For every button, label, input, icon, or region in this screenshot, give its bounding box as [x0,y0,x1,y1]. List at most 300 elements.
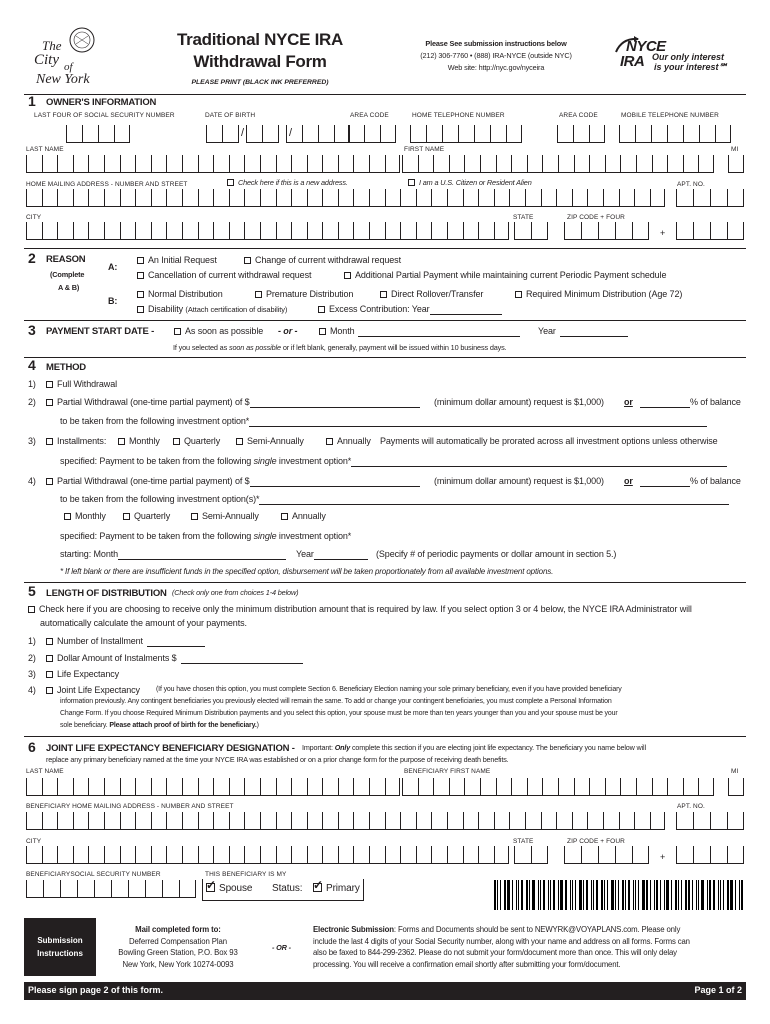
logo-city: City [34,52,59,68]
new-address-text: Check here if this is a new address. [238,178,348,187]
electronic-line-2: include the last 4 digits of your Social Security number, along with your name and address on all forms. Forms can [313,936,690,946]
barcode-bar [739,880,740,910]
num-installments-field[interactable] [147,638,205,647]
method-partial-min: (minimum dollar amount) request is $1,000) [434,397,604,407]
barcode-bar [553,880,555,910]
barcode-bar [548,880,549,910]
last-name-boxes[interactable] [26,155,400,173]
len-1-num: 1) [28,636,36,646]
mail-line-1: Deferred Compensation Plan [129,936,227,946]
print-instruction: PLEASE PRINT (BLACK INK PREFERRED) [191,78,329,86]
checkbox[interactable] [46,671,53,678]
reason-initial[interactable] [137,255,217,266]
joint-note-2: information previously. Any contingent beneficiaries you previously elected will remain the same. To add or change your contingent beneficiaries, you must complete a Personal Information [60,698,612,705]
barcode-bar [688,880,690,910]
start-month-field[interactable] [358,328,520,337]
submission-label-2: Instructions [37,949,83,958]
checkmark-icon: ✓ [206,878,216,892]
checkbox[interactable] [281,513,288,520]
barcode-bar [601,880,603,910]
start-year-text: Year [538,326,556,336]
checkbox[interactable] [174,328,181,335]
ben-apt-label: APT. NO. [677,803,705,810]
mi-box[interactable] [728,155,744,173]
p2-annually[interactable] [281,511,326,522]
p2-monthly[interactable] [64,511,106,522]
start-note-a: If you selected as [173,343,229,352]
barcode-bar [727,880,729,910]
electronic-line-4: processing. You will receive a confirmation email shortly after submitting your form/document. [313,959,621,969]
ben-zip-boxes[interactable] [564,846,649,864]
method-partial-2[interactable] [46,476,420,487]
barcode-bar [701,880,704,910]
checkbox[interactable] [319,328,326,335]
dist-rmd-text: Required Minimum Distribution (Age 72) [526,289,683,299]
reason-change[interactable] [244,255,401,266]
footer-page-number: Page 1 of 2 [694,985,742,995]
checkbox[interactable] [173,438,180,445]
method-partial-pct[interactable] [640,397,741,408]
title-line-2: Withdrawal Form [193,52,327,72]
mobile-area-code-boxes[interactable] [557,125,605,143]
taken-2-text: to be taken from the following investment option(s)* [60,494,260,504]
installments-text: Installments: [57,436,107,446]
checkbox[interactable] [46,399,53,406]
section-5-title: LENGTH OF DISTRIBUTION [46,588,167,599]
checkbox[interactable] [318,306,325,313]
barcode-bar [618,880,619,910]
mobile-phone-boxes[interactable] [619,125,731,143]
checkbox[interactable] [227,179,234,186]
barcode-bar [628,880,630,910]
start-asap[interactable] [174,326,263,337]
barcode-bar [507,880,510,910]
barcode-bar [532,880,535,910]
section-5-number: 5 [28,583,36,599]
barcode-bar [698,880,699,910]
start-note-c: or if left blank, generally, payment will be issued within 10 business days. [280,343,507,352]
last-name-label: LAST NAME [26,146,64,153]
barcode-bar [560,880,563,910]
checkbox[interactable] [46,655,53,662]
logo-the: The [42,38,62,53]
jn4-b: Please attach proof of birth for the beneficiary. [109,722,257,729]
city-label: CITY [26,214,42,221]
spouse-check[interactable] [206,878,253,895]
method-partial-2-taken[interactable] [60,494,729,505]
start-note-b: soon as possible [228,343,281,352]
this-ben-label: THIS BENEFICIARY IS MY [205,871,287,878]
mail-line-3: New York, New York 10274-0093 [122,959,234,969]
reason-initial-text: An Initial Request [148,255,217,265]
start-or: - or - [278,326,298,336]
reason-additional[interactable] [344,270,666,281]
ben-last-name-boxes[interactable] [26,778,400,796]
excess-year-field[interactable] [430,306,502,315]
barcode-bar [741,880,743,910]
inst-annually-text: Annually [337,436,371,446]
city-boxes[interactable] [26,222,509,240]
area-code-label-2: AREA CODE [559,112,598,119]
checkbox[interactable] [137,306,144,313]
citizen-check[interactable] [408,179,532,188]
checkbox[interactable] [408,179,415,186]
dob-label: DATE OF BIRTH [205,112,256,119]
len-4-num: 4) [28,685,36,695]
tagline-1: Our only interest [652,52,725,62]
inst-option-field[interactable] [351,458,727,467]
electronic-block [313,924,745,970]
brand-nyce: NYCE [626,38,666,55]
section-2-title: REASON [46,254,86,265]
p2-spec-b: single [253,531,277,541]
checkbox[interactable] [64,513,71,520]
contact-phones: (212) 306-7760 • (888) IRA-NYCE (outside NYC) [420,51,572,60]
brand-ira: IRA [620,53,645,70]
p2-specified[interactable] [60,531,351,542]
start-asap-text: As soon as possible [185,326,264,336]
len-joint-text: Joint Life Expectancy [57,685,140,695]
ben-ssn-boxes[interactable] [26,880,196,898]
barcode-bar [540,880,541,910]
ben-zip-label: ZIP CODE + FOUR [567,838,625,845]
dob-slash-2: / [289,127,292,139]
section-2-number: 2 [28,250,36,266]
min-distribution-check[interactable] [28,604,692,615]
pct-text: % of balance [690,397,741,407]
len-installments-text: Number of Installment [57,636,143,646]
checkbox[interactable] [137,272,144,279]
dist-disability-note: (Attach certification of disability) [185,305,288,314]
inst-specified[interactable] [60,456,727,467]
p2-specify: (Specify # of periodic payments or dollar amount in section 5.) [376,549,617,559]
area-code-label: AREA CODE [350,112,389,119]
barcode-bar [718,880,719,910]
ssn-label: LAST FOUR OF SOCIAL SECURITY NUMBER [34,112,175,119]
dob-boxes[interactable] [206,125,350,143]
barcode-bar [730,880,733,910]
method-1-num: 1) [28,379,36,389]
method-3-num: 3) [28,436,36,446]
p2-spec-a: specified: Payment to be taken from the following [60,531,254,541]
method-partial-taken[interactable] [60,416,707,427]
dist-rollover[interactable] [380,289,483,300]
area-code-boxes[interactable] [348,125,396,143]
barcode-bar [713,880,715,910]
mail-block [100,924,256,970]
len-life-text: Life Expectancy [57,669,120,679]
method-2-num: 2) [28,397,36,407]
checkbox[interactable] [326,438,333,445]
checkbox[interactable] [46,638,53,645]
mail-line-2: Bowling Green Station, P.O. Box 93 [118,948,238,957]
ben-zip-plus: + [660,852,666,862]
electronic-line-3: also be faxed to 844-299-2362. Please do not submit your form/document more than once. This will only delay [313,948,677,957]
only-label: Only [334,743,351,752]
method-partial-2-text: Partial Withdrawal (one-time partial payment) of $ [57,476,250,486]
tagline-2: is your interest℠ [654,62,728,72]
checkbox[interactable] [28,606,35,613]
electronic-title: Electronic Submission [313,925,394,934]
checkbox[interactable] [244,257,251,264]
checkbox[interactable] [255,291,262,298]
zip-boxes[interactable] [564,222,649,240]
ben-ssn-label: BENEFICIARYSOCIAL SECURITY NUMBER [26,871,161,878]
barcode-bar [543,880,545,910]
barcode-bar [642,880,645,910]
ben-first-name-boxes[interactable] [402,778,714,796]
starting-text: starting: Month [60,549,119,559]
inst-monthly[interactable] [118,436,160,447]
inst-quarterly[interactable] [173,436,220,447]
method-partial[interactable] [46,397,420,408]
barcode-bar [709,880,711,910]
p2-monthly-text: Monthly [75,511,106,521]
first-name-boxes[interactable] [402,155,714,173]
ssn-boxes[interactable] [66,125,130,143]
ben-city-label: CITY [26,838,42,845]
state-label: STATE [513,214,534,221]
reason-change-text: Change of current withdrawal request [255,255,401,265]
checkbox[interactable] [206,878,216,892]
apt-label: APT. NO. [677,181,705,188]
barcode-bar [526,880,528,910]
barcode-bar [538,880,539,910]
footer-sign-note: Please sign page 2 of this form. [28,985,164,995]
dist-excess-text: Excess Contribution: Year [329,304,430,314]
dollar-amount-field[interactable] [181,655,303,664]
address-boxes[interactable] [26,189,665,207]
jn4-c: ) [256,722,259,729]
checkbox[interactable] [236,438,243,445]
checkbox[interactable] [46,438,53,445]
contact-heading: Please See submission instructions below [425,39,567,48]
method-partial-text: Partial Withdrawal (one-time partial payment) of $ [57,397,250,407]
len-installments[interactable] [46,636,205,647]
partial-pct-field[interactable] [640,399,690,408]
barcode-bar [497,880,498,910]
dist-excess[interactable] [318,304,502,315]
barcode-bar [504,880,506,910]
checkbox[interactable] [380,291,387,298]
p2-spec-c: investment option* [276,531,352,541]
barcode-bar [635,880,636,910]
joint-note-4 [60,722,259,730]
spec-a: specified: Payment to be taken from the following [60,456,254,466]
barcode-bar [671,880,672,910]
barcode-bar [660,880,661,910]
method-partial-2-or: or [624,476,633,486]
jn4-a: sole beneficiary. [60,722,110,729]
checkbox[interactable] [313,878,323,892]
spouse-text: Spouse [219,883,253,894]
partial-2-amount-field[interactable] [250,478,420,487]
inst-monthly-text: Monthly [129,436,160,446]
checkbox[interactable] [137,291,144,298]
starting-month-field[interactable] [118,551,286,560]
barcode-bar [572,880,573,910]
first-name-label: FIRST NAME [404,146,445,153]
barcode-bar [593,880,594,910]
section-6-number: 6 [28,739,36,755]
start-year-field[interactable] [560,328,628,337]
min-dist-text-1: Check here if you are choosing to receive only the minimum distribution amount that is required by law. If you select option 3 or 4 below, the NYCE IRA Administrator will [39,604,692,614]
len-life[interactable] [46,669,119,680]
barcode-bar [720,880,721,910]
home-phone-boxes[interactable] [410,125,522,143]
dist-rollover-text: Direct Rollover/Transfer [391,289,484,299]
barcode-bar [583,880,584,910]
barcode-bar [625,880,626,910]
submission-or: - OR - [272,943,291,952]
submission-label-1: Submission [37,936,83,945]
ben-address-boxes[interactable] [26,812,665,830]
barcode-bar [650,880,651,910]
primary-check[interactable] [313,878,360,895]
mobile-phone-label: MOBILE TELEPHONE NUMBER [621,112,719,119]
ben-apt-boxes[interactable] [676,812,744,830]
inst-semi[interactable] [236,436,304,447]
ben-first-name-label: BENEFICIARY FIRST NAME [404,768,491,775]
home-phone-label: HOME TELEPHONE NUMBER [412,112,505,119]
partial-option-field[interactable] [249,418,707,427]
state-boxes[interactable] [514,222,548,240]
barcode-bar [579,880,582,910]
section-3-title: PAYMENT START DATE - [46,326,155,337]
section-1-title: OWNER'S INFORMATION [46,97,157,108]
new-address-check[interactable] [227,179,348,188]
barcode-bar [529,880,530,910]
barcode-bar [692,880,693,910]
barcode-bar [570,880,571,910]
address-label: HOME MAILING ADDRESS - NUMBER AND STREET [26,181,188,188]
barcode-bar [550,880,551,910]
p2-year-field[interactable] [314,551,368,560]
len-3-num: 3) [28,669,36,679]
barcode-bar [591,880,592,910]
p2-semi[interactable] [191,511,259,522]
barcode-bar [521,880,523,910]
start-month-text: Month [330,326,355,336]
partial-amount-field[interactable] [250,399,420,408]
p2-semi-text: Semi-Annually [202,511,259,521]
contact-website: Web site: http://nyc.gov/nyceira [447,63,545,72]
dist-normal-text: Normal Distribution [148,289,223,299]
reason-cancel[interactable] [137,270,311,281]
logo-new-york: New York [36,72,90,87]
dist-premature-text: Premature Distribution [266,289,354,299]
mail-title: Mail completed form to: [135,925,221,934]
dist-normal[interactable] [137,289,223,300]
barcode-bar [723,880,724,910]
reason-b-label: B: [108,296,118,306]
apt-boxes[interactable] [676,189,744,207]
inst-semi-text: Semi-Annually [247,436,304,446]
method-installments[interactable] [46,436,106,447]
barcode-bar [633,880,634,910]
barcode [494,880,746,910]
barcode-bar [611,880,614,910]
barcode-bar [654,880,655,910]
p2-quarterly[interactable] [123,511,170,522]
barcode-bar [678,880,679,910]
barcode-bar [518,880,519,910]
checkbox[interactable] [118,438,125,445]
inst-annually[interactable] [326,436,371,447]
mi-label: MI [731,146,739,153]
len-dollar[interactable] [46,653,303,664]
checkbox[interactable] [137,257,144,264]
method-full[interactable] [46,379,117,390]
barcode-bar [607,880,608,910]
checkbox[interactable] [46,478,53,485]
checkbox[interactable] [344,272,351,279]
ben-state-boxes[interactable] [514,846,548,864]
section-6-intro-2: replace any primary beneficiary named at the time your NYCE IRA was established or on a prior change form for the purpose of receiving death benefits. [46,755,509,764]
dob-slash-1: / [241,127,244,139]
joint-note-1: (If you have chosen this option, you must complete Section 6. Beneficiary Election naming your sole primary beneficiary, even if you have provided beneficiary [156,686,622,693]
ben-mi-box[interactable] [728,778,744,796]
partial-2-option-field[interactable] [259,496,729,505]
barcode-bar [646,880,648,910]
method-partial-2-pct[interactable] [640,476,741,487]
ben-address-label: BENEFICIARY HOME MAILING ADDRESS - NUMBER AND STREET [26,803,234,810]
barcode-bar [696,880,697,910]
section-4-title: METHOD [46,362,86,373]
start-year[interactable] [538,326,628,337]
barcode-bar [596,880,598,910]
barcode-bar [512,880,513,910]
dist-disability[interactable] [137,304,287,315]
checkbox[interactable] [46,687,53,694]
form-title [150,30,370,87]
len-2-num: 2) [28,653,36,663]
p2-year-text: Year [296,549,314,559]
method-partial-2-min: (minimum dollar amount) request is $1,000) [434,476,604,486]
len-joint[interactable] [46,685,140,696]
p2-annually-text: Annually [292,511,326,521]
ben-state-label: STATE [513,838,534,845]
complete-note-1: (Complete [50,270,85,279]
complete-note-2: A & B) [58,283,80,292]
partial-2-pct-field[interactable] [640,478,690,487]
barcode-bar [681,880,682,910]
ben-zip-four-boxes[interactable] [676,846,744,864]
dist-premature[interactable] [255,289,353,300]
p2-year[interactable] [296,549,368,560]
barcode-bar [622,880,624,910]
barcode-bar [707,880,708,910]
checkbox[interactable] [191,513,198,520]
p2-starting[interactable] [60,549,286,560]
checkbox[interactable] [46,381,53,388]
start-month[interactable] [319,326,520,337]
barcode-bar [500,880,501,910]
method-footnote: * If left blank or there are insufficient funds in the specified option, disbursement will be taken proportionately from all available investment options. [60,567,554,576]
checkbox[interactable] [123,513,130,520]
section-3-number: 3 [28,322,36,338]
zip-four-boxes[interactable] [676,222,744,240]
method-partial-or: or [624,397,633,407]
dist-rmd[interactable] [515,289,682,300]
title-line-1: Traditional NYCE IRA [177,30,343,49]
inst-prorated: Payments will automatically be prorated across all investment options unless otherwise [380,436,718,446]
ben-city-boxes[interactable] [26,846,509,864]
primary-text: Primary [326,883,360,894]
spec-b: single [253,456,277,466]
checkbox[interactable] [515,291,522,298]
inst-quarterly-text: Quarterly [184,436,221,446]
